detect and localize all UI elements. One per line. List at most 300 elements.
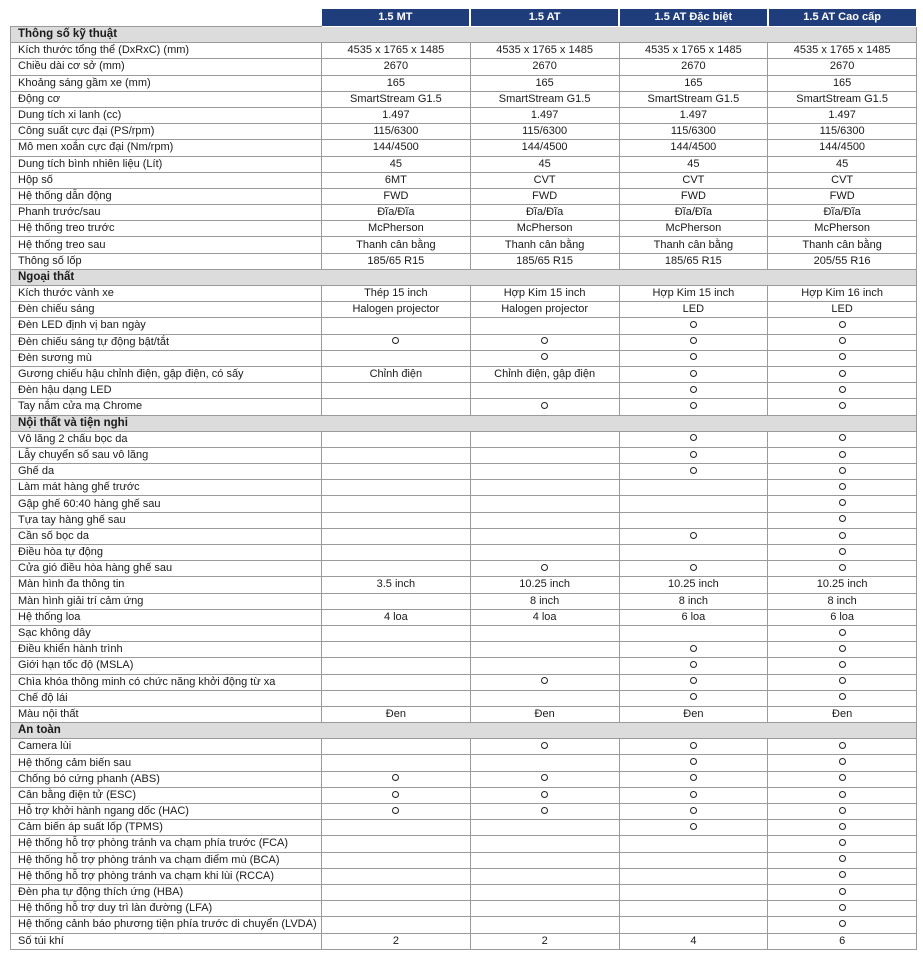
feature-available-cell <box>768 350 917 366</box>
feature-available-cell <box>768 836 917 852</box>
table-row <box>11 334 917 350</box>
feature-available-cell <box>768 496 917 512</box>
spec-value: 115/6300 <box>470 124 619 140</box>
table-row <box>11 593 917 609</box>
spec-value <box>322 884 471 900</box>
spec-label: Tay nắm cửa mạ Chrome <box>11 399 322 415</box>
table-row <box>11 658 917 674</box>
feature-available-cell <box>619 755 768 771</box>
feature-available-cell <box>768 512 917 528</box>
feature-available-cell <box>768 917 917 933</box>
feature-available-icon <box>839 548 846 555</box>
spec-value: SmartStream G1.5 <box>619 91 768 107</box>
feature-available-cell <box>768 884 917 900</box>
spec-value: 185/65 R15 <box>470 253 619 269</box>
feature-available-cell <box>768 674 917 690</box>
feature-available-icon <box>839 645 846 652</box>
spec-value <box>322 318 471 334</box>
section-header-row <box>11 269 917 285</box>
feature-available-icon <box>839 693 846 700</box>
feature-available-icon <box>541 677 548 684</box>
feature-available-icon <box>839 434 846 441</box>
feature-available-icon <box>839 677 846 684</box>
feature-available-cell <box>619 771 768 787</box>
table-row <box>11 755 917 771</box>
table-row <box>11 787 917 803</box>
spec-label: Chế độ lái <box>11 690 322 706</box>
spec-value: Đen <box>470 706 619 722</box>
section-title: Nội thất và tiện nghi <box>11 415 917 431</box>
spec-value: CVT <box>768 172 917 188</box>
spec-label: Khoảng sáng gầm xe (mm) <box>11 75 322 91</box>
spec-value: Halogen projector <box>322 302 471 318</box>
feature-available-icon <box>541 402 548 409</box>
spec-label: Hệ thống hỗ trợ duy trì làn đường (LFA) <box>11 901 322 917</box>
spec-value <box>470 464 619 480</box>
spec-value: 45 <box>619 156 768 172</box>
spec-value: 8 inch <box>619 593 768 609</box>
feature-available-icon <box>839 629 846 636</box>
spec-value: Chỉnh điện <box>322 366 471 382</box>
spec-value <box>470 625 619 641</box>
feature-available-cell <box>768 545 917 561</box>
spec-value <box>322 447 471 463</box>
feature-available-icon <box>392 807 399 814</box>
header-blank-cell <box>11 9 322 27</box>
feature-available-cell <box>768 690 917 706</box>
table-row <box>11 302 917 318</box>
spec-label: Kích thước tổng thể (DxRxC) (mm) <box>11 43 322 59</box>
spec-label: Hộp số <box>11 172 322 188</box>
feature-available-cell <box>619 464 768 480</box>
feature-available-icon <box>839 758 846 765</box>
spec-label: Dung tích bình nhiên liệu (Lít) <box>11 156 322 172</box>
spec-value <box>322 528 471 544</box>
feature-available-cell <box>768 804 917 820</box>
spec-value: Halogen projector <box>470 302 619 318</box>
feature-available-icon <box>839 532 846 539</box>
spec-value: 4 <box>619 933 768 949</box>
table-row <box>11 577 917 593</box>
spec-value <box>470 383 619 399</box>
spec-value <box>322 642 471 658</box>
spec-value: 2670 <box>619 59 768 75</box>
spec-label: Gương chiếu hậu chỉnh điện, gập điện, có sấy <box>11 366 322 382</box>
feature-available-cell <box>768 820 917 836</box>
feature-available-cell <box>470 771 619 787</box>
feature-available-icon <box>839 871 846 878</box>
spec-value: FWD <box>322 188 471 204</box>
spec-value: 10.25 inch <box>619 577 768 593</box>
feature-available-cell <box>322 334 471 350</box>
spec-value <box>322 480 471 496</box>
spec-label: Đèn chiếu sáng <box>11 302 322 318</box>
spec-value: 3.5 inch <box>322 577 471 593</box>
feature-available-icon <box>690 337 697 344</box>
spec-label: Hệ thống hỗ trợ phòng tránh va chạm khi lùi (RCCA) <box>11 868 322 884</box>
feature-available-icon <box>690 402 697 409</box>
spec-label: Màn hình đa thông tin <box>11 577 322 593</box>
feature-available-cell <box>322 787 471 803</box>
feature-available-icon <box>690 693 697 700</box>
spec-label: Tựa tay hàng ghế sau <box>11 512 322 528</box>
table-row <box>11 512 917 528</box>
spec-value: 1.497 <box>619 107 768 123</box>
spec-label: Chống bó cứng phanh (ABS) <box>11 771 322 787</box>
spec-value <box>619 868 768 884</box>
feature-available-cell <box>470 334 619 350</box>
spec-value: Đen <box>619 706 768 722</box>
spec-value <box>322 512 471 528</box>
spec-value: 115/6300 <box>768 124 917 140</box>
spec-value <box>619 901 768 917</box>
spec-value <box>470 917 619 933</box>
spec-value <box>470 901 619 917</box>
feature-available-cell <box>470 674 619 690</box>
spec-value: 165 <box>322 75 471 91</box>
spec-value <box>619 917 768 933</box>
feature-available-cell <box>619 820 768 836</box>
feature-available-icon <box>690 807 697 814</box>
spec-value: SmartStream G1.5 <box>768 91 917 107</box>
feature-available-icon <box>839 499 846 506</box>
feature-available-cell <box>619 334 768 350</box>
feature-available-cell <box>619 528 768 544</box>
feature-available-icon <box>541 807 548 814</box>
spec-value <box>470 642 619 658</box>
feature-available-icon <box>839 515 846 522</box>
spec-label: Ghế da <box>11 464 322 480</box>
feature-available-icon <box>541 791 548 798</box>
spec-value <box>619 836 768 852</box>
feature-available-icon <box>690 758 697 765</box>
feature-available-icon <box>839 402 846 409</box>
spec-label: Đèn sương mù <box>11 350 322 366</box>
feature-available-cell <box>619 447 768 463</box>
spec-value <box>470 496 619 512</box>
spec-value: McPherson <box>470 221 619 237</box>
table-row <box>11 350 917 366</box>
spec-value: 144/4500 <box>768 140 917 156</box>
spec-label: Cần số bọc da <box>11 528 322 544</box>
table-row <box>11 496 917 512</box>
feature-available-cell <box>470 739 619 755</box>
spec-value <box>322 690 471 706</box>
table-row <box>11 545 917 561</box>
spec-label: Màn hình giải trí cảm ứng <box>11 593 322 609</box>
feature-available-icon <box>690 467 697 474</box>
spec-value: Thanh cân bằng <box>322 237 471 253</box>
feature-available-icon <box>839 839 846 846</box>
spec-value <box>322 820 471 836</box>
feature-available-icon <box>392 791 399 798</box>
feature-available-cell <box>768 399 917 415</box>
section-title: An toàn <box>11 723 917 739</box>
spec-value: 144/4500 <box>470 140 619 156</box>
spec-value: 2 <box>322 933 471 949</box>
spec-value: 165 <box>470 75 619 91</box>
feature-available-cell <box>619 658 768 674</box>
table-row <box>11 237 917 253</box>
table-row <box>11 253 917 269</box>
feature-available-icon <box>690 532 697 539</box>
spec-value: LED <box>619 302 768 318</box>
spec-label: Gập ghế 60:40 hàng ghế sau <box>11 496 322 512</box>
feature-available-cell <box>322 771 471 787</box>
feature-available-cell <box>470 399 619 415</box>
table-row <box>11 124 917 140</box>
feature-available-cell <box>768 755 917 771</box>
table-row <box>11 771 917 787</box>
feature-available-cell <box>470 350 619 366</box>
table-row <box>11 318 917 334</box>
spec-value: 8 inch <box>470 593 619 609</box>
feature-available-icon <box>839 386 846 393</box>
table-row <box>11 561 917 577</box>
feature-available-icon <box>839 564 846 571</box>
spec-value: 2670 <box>470 59 619 75</box>
feature-available-cell <box>768 383 917 399</box>
spec-value: 10.25 inch <box>768 577 917 593</box>
spec-value: Đĩa/Đĩa <box>322 205 471 221</box>
feature-available-cell <box>768 739 917 755</box>
spec-value <box>470 512 619 528</box>
feature-available-cell <box>470 561 619 577</box>
spec-value <box>619 852 768 868</box>
feature-available-icon <box>839 353 846 360</box>
spec-label: Phanh trước/sau <box>11 205 322 221</box>
spec-value <box>322 658 471 674</box>
table-row <box>11 399 917 415</box>
spec-label: Giới hạn tốc độ (MSLA) <box>11 658 322 674</box>
spec-value <box>470 836 619 852</box>
table-row <box>11 480 917 496</box>
spec-value: 6 loa <box>619 609 768 625</box>
spec-value: 185/65 R15 <box>322 253 471 269</box>
feature-available-cell <box>768 334 917 350</box>
table-row <box>11 286 917 302</box>
spec-value <box>322 431 471 447</box>
feature-available-cell <box>619 787 768 803</box>
spec-value <box>619 496 768 512</box>
feature-available-icon <box>541 742 548 749</box>
spec-value <box>322 868 471 884</box>
spec-label: Đèn chiếu sáng tự động bật/tắt <box>11 334 322 350</box>
feature-available-icon <box>839 483 846 490</box>
table-row <box>11 91 917 107</box>
spec-label: Hệ thống hỗ trợ phòng tránh va chạm điểm mù (BCA) <box>11 852 322 868</box>
spec-value: Đĩa/Đĩa <box>768 205 917 221</box>
spec-value <box>470 545 619 561</box>
header-1-5-at-dac-biet: 1.5 AT Đặc biệt <box>619 9 768 27</box>
feature-available-icon <box>392 337 399 344</box>
spec-body <box>11 27 917 950</box>
spec-value: 10.25 inch <box>470 577 619 593</box>
feature-available-cell <box>619 642 768 658</box>
spec-value: 165 <box>768 75 917 91</box>
feature-available-cell <box>768 318 917 334</box>
spec-value <box>619 545 768 561</box>
feature-available-icon <box>839 774 846 781</box>
spec-label: Hệ thống cảm biến sau <box>11 755 322 771</box>
table-row <box>11 706 917 722</box>
section-title: Ngoại thất <box>11 269 917 285</box>
feature-available-icon <box>839 920 846 927</box>
spec-value <box>322 901 471 917</box>
table-row <box>11 836 917 852</box>
table-row <box>11 383 917 399</box>
spec-label: Vô lăng 2 chấu bọc da <box>11 431 322 447</box>
spec-label: Số túi khí <box>11 933 322 949</box>
table-row <box>11 43 917 59</box>
header-1-5-mt: 1.5 MT <box>322 9 471 27</box>
spec-label: Động cơ <box>11 91 322 107</box>
feature-available-icon <box>839 337 846 344</box>
spec-label: Cửa gió điều hòa hàng ghế sau <box>11 561 322 577</box>
feature-available-cell <box>768 787 917 803</box>
spec-value: 1.497 <box>768 107 917 123</box>
feature-available-icon <box>541 337 548 344</box>
feature-available-icon <box>839 661 846 668</box>
spec-value: 6 <box>768 933 917 949</box>
feature-available-icon <box>392 774 399 781</box>
spec-value: Đĩa/Đĩa <box>470 205 619 221</box>
spec-value: 2 <box>470 933 619 949</box>
feature-available-icon <box>690 677 697 684</box>
spec-value: 144/4500 <box>619 140 768 156</box>
spec-label: Đèn pha tự động thích ứng (HBA) <box>11 884 322 900</box>
spec-value <box>322 674 471 690</box>
spec-value: 45 <box>470 156 619 172</box>
feature-available-cell <box>619 804 768 820</box>
feature-available-icon <box>690 434 697 441</box>
section-header-row <box>11 723 917 739</box>
spec-value <box>470 528 619 544</box>
feature-available-icon <box>690 370 697 377</box>
spec-label: Camera lùi <box>11 739 322 755</box>
spec-value <box>619 884 768 900</box>
spec-value: 4 loa <box>322 609 471 625</box>
table-row <box>11 528 917 544</box>
spec-value: 8 inch <box>768 593 917 609</box>
spec-value <box>322 625 471 641</box>
table-row <box>11 674 917 690</box>
spec-value: McPherson <box>619 221 768 237</box>
spec-label: Điều khiển hành trình <box>11 642 322 658</box>
feature-available-icon <box>690 564 697 571</box>
feature-available-icon <box>839 370 846 377</box>
feature-available-icon <box>690 451 697 458</box>
spec-value <box>322 399 471 415</box>
feature-available-cell <box>768 447 917 463</box>
spec-value: FWD <box>768 188 917 204</box>
feature-available-cell <box>322 804 471 820</box>
table-row <box>11 625 917 641</box>
feature-available-icon <box>839 888 846 895</box>
feature-available-icon <box>690 386 697 393</box>
table-row <box>11 431 917 447</box>
table-row <box>11 868 917 884</box>
feature-available-cell <box>619 350 768 366</box>
feature-available-icon <box>839 467 846 474</box>
spec-value <box>322 755 471 771</box>
feature-available-icon <box>690 823 697 830</box>
spec-value <box>470 868 619 884</box>
table-row <box>11 59 917 75</box>
spec-label: Màu nội thất <box>11 706 322 722</box>
spec-value: Đen <box>322 706 471 722</box>
spec-value: 185/65 R15 <box>619 253 768 269</box>
table-row <box>11 690 917 706</box>
table-row <box>11 804 917 820</box>
spec-value: FWD <box>619 188 768 204</box>
header-1-5-at: 1.5 AT <box>470 9 619 27</box>
feature-available-icon <box>839 904 846 911</box>
spec-value <box>470 431 619 447</box>
feature-available-icon <box>690 774 697 781</box>
spec-value: Thép 15 inch <box>322 286 471 302</box>
spec-value <box>619 512 768 528</box>
spec-label: Đèn hậu dạng LED <box>11 383 322 399</box>
table-row <box>11 901 917 917</box>
header-row <box>11 9 917 27</box>
table-row <box>11 205 917 221</box>
spec-value: 165 <box>619 75 768 91</box>
spec-value: Hợp Kim 15 inch <box>619 286 768 302</box>
table-row <box>11 464 917 480</box>
spec-value <box>322 836 471 852</box>
spec-value: CVT <box>619 172 768 188</box>
spec-value: Thanh cân bằng <box>470 237 619 253</box>
feature-available-cell <box>619 399 768 415</box>
table-row <box>11 156 917 172</box>
feature-available-cell <box>768 561 917 577</box>
feature-available-cell <box>768 625 917 641</box>
feature-available-icon <box>541 774 548 781</box>
spec-label: Hệ thống loa <box>11 609 322 625</box>
spec-label: Đèn LED định vị ban ngày <box>11 318 322 334</box>
spec-value <box>322 383 471 399</box>
spec-value <box>322 561 471 577</box>
spec-value: 2670 <box>322 59 471 75</box>
spec-label: Công suất cực đại (PS/rpm) <box>11 124 322 140</box>
spec-label: Hỗ trợ khởi hành ngang dốc (HAC) <box>11 804 322 820</box>
spec-value: Chỉnh điện, gập điện <box>470 366 619 382</box>
spec-value: 144/4500 <box>322 140 471 156</box>
feature-available-cell <box>619 383 768 399</box>
spec-value: SmartStream G1.5 <box>470 91 619 107</box>
section-header-row <box>11 415 917 431</box>
feature-available-cell <box>768 366 917 382</box>
section-header-row <box>11 27 917 43</box>
spec-value: McPherson <box>322 221 471 237</box>
spec-value: 115/6300 <box>619 124 768 140</box>
spec-label: Hệ thống dẫn động <box>11 188 322 204</box>
spec-value <box>322 852 471 868</box>
spec-value: 1.497 <box>470 107 619 123</box>
feature-available-cell <box>768 464 917 480</box>
feature-available-icon <box>839 823 846 830</box>
feature-available-cell <box>768 771 917 787</box>
spec-label: Dung tích xi lanh (cc) <box>11 107 322 123</box>
feature-available-cell <box>768 642 917 658</box>
feature-available-cell <box>619 739 768 755</box>
feature-available-cell <box>619 431 768 447</box>
header-1-5-at-cao-cap: 1.5 AT Cao cấp <box>768 9 917 27</box>
spec-label: Cảm biến áp suất lốp (TPMS) <box>11 820 322 836</box>
section-title: Thông số kỹ thuật <box>11 27 917 43</box>
spec-sheet <box>10 9 916 950</box>
